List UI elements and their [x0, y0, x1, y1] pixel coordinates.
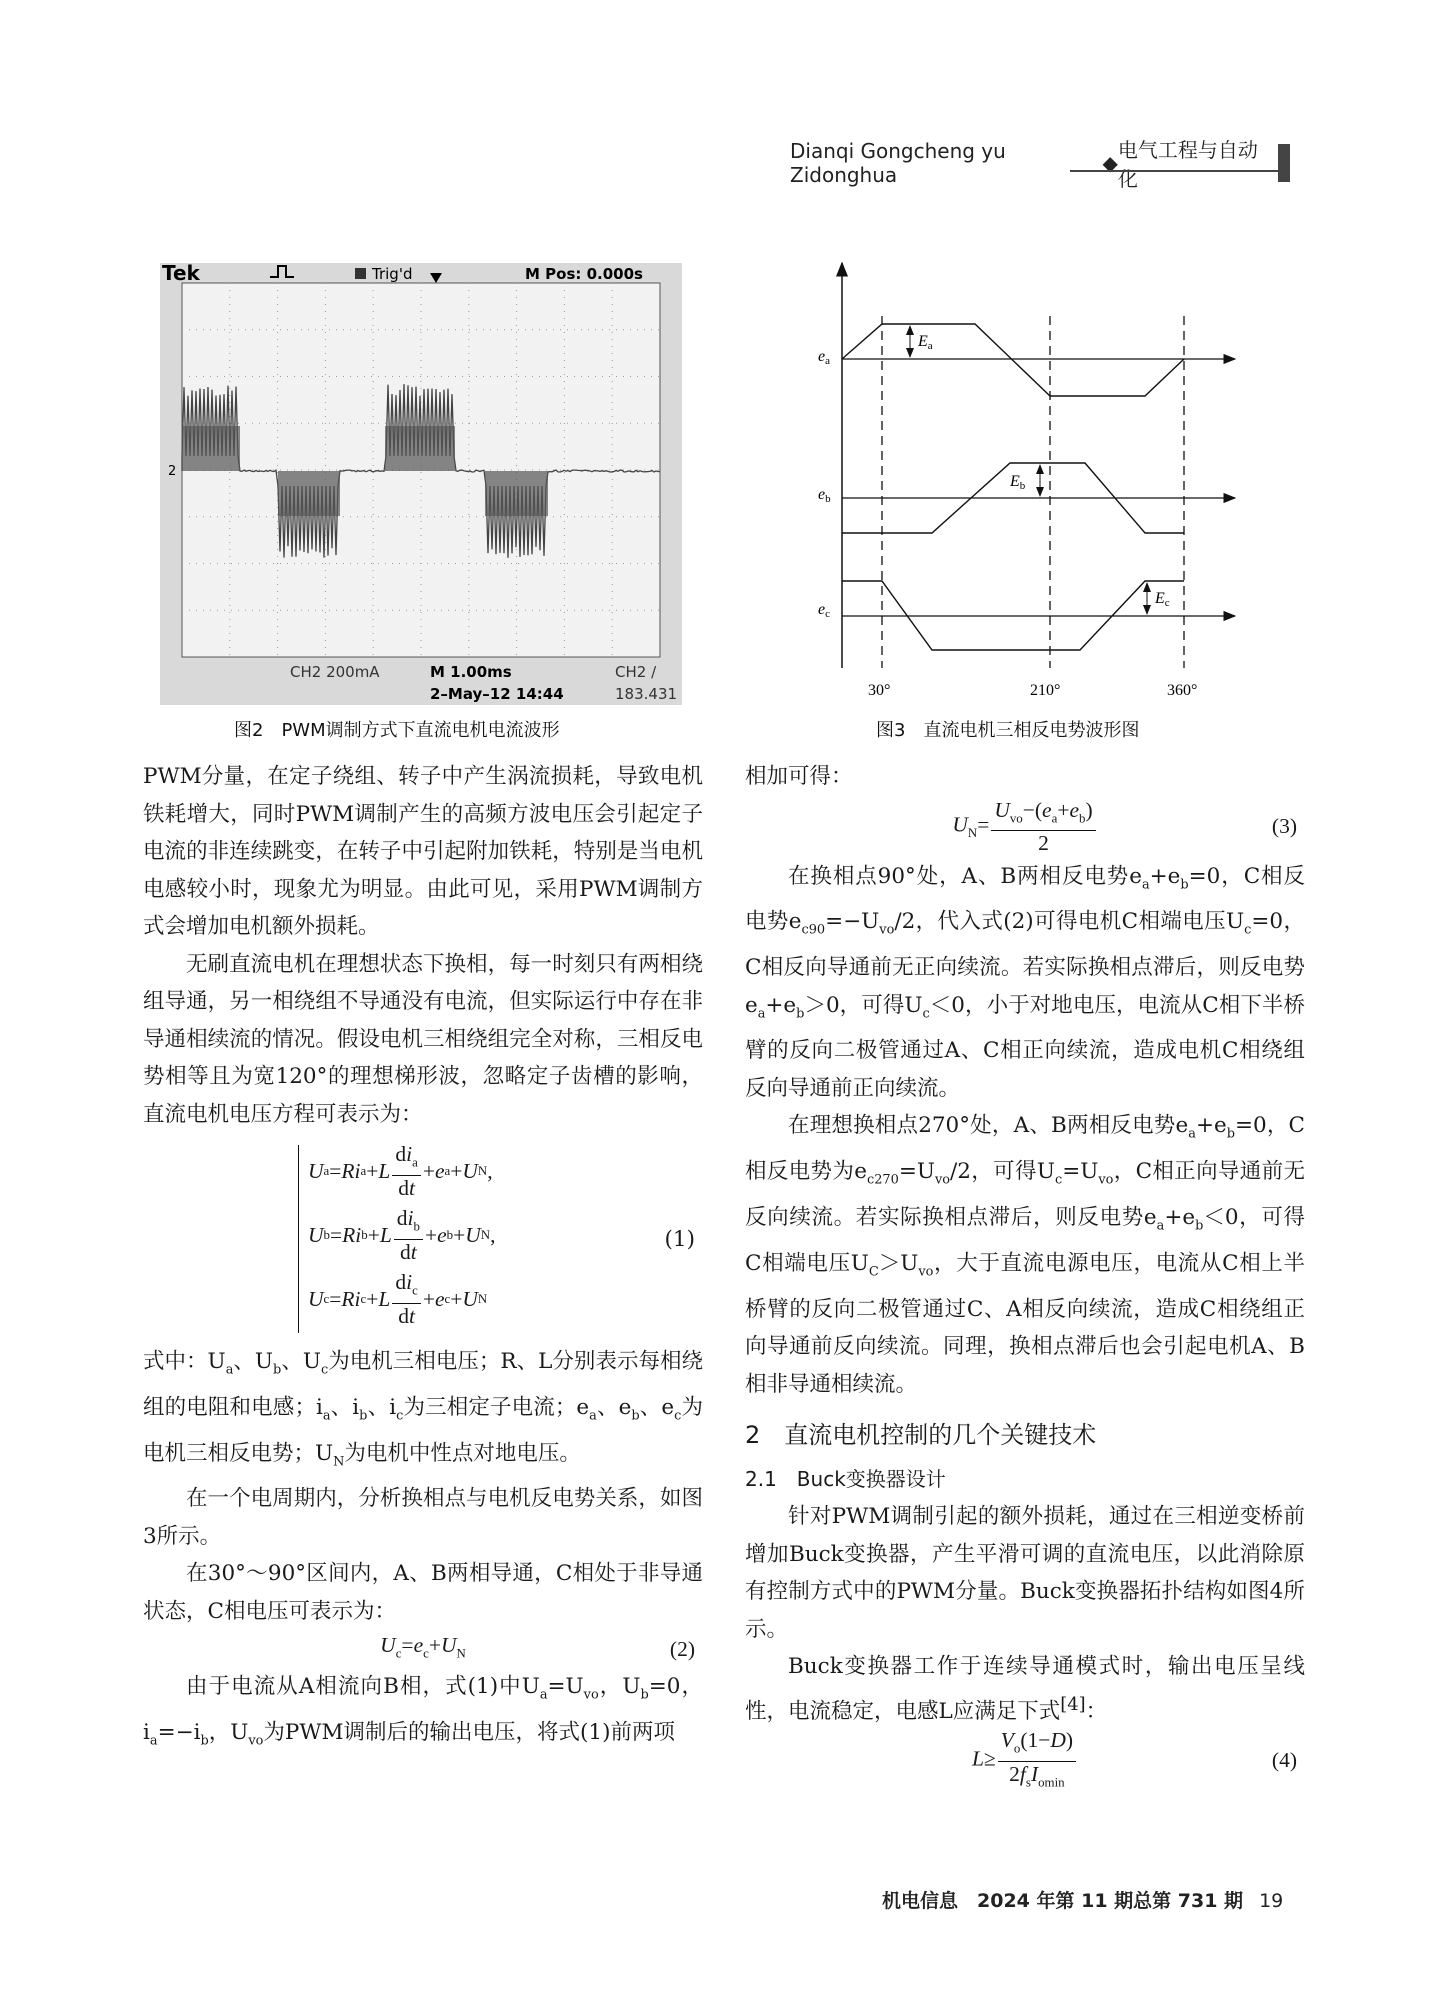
- pwm-burst: [385, 426, 455, 471]
- right-paragraph-5: Buck变换器工作于连续导通模式时，输出电压呈线性，电流稳定，电感L应满足下式[4]：: [745, 1654, 1305, 1724]
- left-paragraph-3: 式中：$U_a$、$U_b$、$U_c$为电机三相电压；R、L分别表示每相绕组的电阻和电感；$i_a$、$i_b$、$i_c$为三相定子电流；$e_a$、$e_b$、$e_c$为电机三相反电势；$U_N$为电机中性点对地电压。: [143, 1349, 704, 1469]
- scope-ch2-scale: CH2 200mA: [290, 663, 380, 681]
- running-header: [790, 134, 1290, 192]
- label-ec: ec: [818, 601, 830, 620]
- figure-2: [160, 263, 682, 705]
- equation-4: L≥ $\frac{V_o(1-D)}{2f_sI_{omin}}$ (4): [971, 1728, 1297, 1790]
- left-paragraph-1: PWM分量，在定子绕组、转子中产生涡流损耗，导致电机铁耗增大，同时PWM调制产生的高频方波电压会引起定子电流的非连续跳变，在转子中引起附加铁耗，特别是当电机电感较小时，现象尤为明显。由此可见，采用PWM调制方式会增加电机额外损耗。: [143, 764, 703, 939]
- pwm-burst: [485, 471, 548, 516]
- right-column: [745, 758, 1305, 1792]
- label-Ea: Ea: [918, 333, 933, 352]
- header-title-cn: 电气工程与自动化: [1117, 138, 1258, 191]
- equation-4-number: (4): [1271, 1748, 1297, 1773]
- scope-brand: Tek: [162, 263, 200, 285]
- figure-3-caption: 图3 直流电机三相反电势波形图: [876, 720, 1140, 741]
- scope-mpos: M Pos: 0.000s: [525, 265, 643, 283]
- page-number: 19: [1259, 1890, 1284, 1912]
- section-2-heading: 2 直流电机控制的几个关键技术: [745, 1421, 1097, 1450]
- equation-2-number: (2): [669, 1636, 695, 1661]
- scope-ch2-trigger: CH2 ∕: [615, 663, 657, 681]
- equation-1-number: (1): [664, 1227, 695, 1252]
- figure-2-caption: 图2 PWM调制方式下直流电机电流波形: [234, 720, 560, 741]
- right-paragraph-2: 在换相点90°处，A、B两相反电势$e_a+e_b=0$，C相反电势$e_{c90}=-U_{vo}/2$，代入式(2)可得电机C相端电压$U_c=0$，C相反向导通前无正向续流。若实际换相点滞后，则反电势$e_a+e_b>0$，可得$U_c<0$，小于对地电压，电流从C相下半桥臂的反向二极管通过A、C相正向续流，造成电机C相绕组反向导通前正向续流。: [745, 863, 1305, 1101]
- footer-journal: 机电信息 2024 年第 11 期总第 731 期: [882, 1890, 1244, 1912]
- label-Eb: Eb: [1010, 473, 1026, 492]
- ea-waveform: [842, 324, 1184, 396]
- scope-time-scale: M 1.00ms: [430, 663, 512, 681]
- tick-30: 30°: [868, 682, 891, 699]
- right-paragraph-3: 在理想换相点270°处，A、B两相反电势$e_a+e_b=0$，C相反电势为$e_{c270}=U_{vo}/2$，可得$U_c=U_{vo}$，C相正向导通前无反向续流。若实际换相点滞后，则反电势$e_a+e_b<0$，可得C相端电压$U_C>U_{vo}$，大于直流电源电压，电流从C相上半桥臂的反向二极管通过C、A相反向续流，造成C相绕组正向导通前反向续流。同理，换相点滞后也会引起电机A、B相非导通相续流。: [745, 1113, 1306, 1397]
- back-emf-diagram: [810, 258, 1260, 713]
- page-footer: [882, 1886, 1283, 1913]
- equation-2: $U_c=e_c+U_N$ (2): [143, 1630, 703, 1668]
- left-paragraph-5: 在30°～90°区间内，A、B两相导通，C相处于非导通状态，C相电压可表示为：: [143, 1561, 703, 1624]
- pwm-burst: [182, 426, 240, 471]
- scope-date: 2–May–12 14:44: [430, 685, 564, 703]
- equation-3: $U_N=$ $\frac{U_{vo}-(e_a+e_b)}{2}$ (3): [952, 797, 1297, 856]
- left-column: [143, 758, 703, 1760]
- header-separator: ◆: [1102, 151, 1118, 175]
- tick-210: 210°: [1030, 682, 1061, 699]
- tick-360: 360°: [1167, 682, 1198, 699]
- trig-square-icon: [355, 268, 366, 279]
- right-paragraph-4: 针对PWM调制引起的额外损耗，通过在三相逆变桥前增加Buck变换器，产生平滑可调的直流电压，以此消除原有控制方式中的PWM分量。Buck变换器拓扑结构如图4所示。: [745, 1504, 1305, 1642]
- label-Ec: Ec: [1155, 590, 1170, 609]
- section-2-1-heading: 2.1 Buck变换器设计: [745, 1466, 946, 1491]
- scope-trig: Trig'd: [372, 265, 413, 283]
- scope-channel-marker: 2: [168, 464, 177, 479]
- label-eb: eb: [818, 486, 831, 505]
- scope-frequency: 183.431: [615, 685, 678, 703]
- equation-3-number: (3): [1271, 813, 1297, 838]
- pwm-burst: [278, 471, 340, 516]
- header-title-en: Dianqi Gongcheng yu Zidonghua: [790, 139, 1006, 187]
- equation-1: U a = Ri a + L $\frac{di_a}{dt}$ + e a + U N , U b = Ri b + L $\frac{di_b}{dt}$ + e b + U N , U c = Ri c + L $\frac{di_c}{dt}$ + e c + U N (1): [143, 1139, 703, 1339]
- left-paragraph-6: 由于电流从A相流向B相，式(1)中$U_a=U_{vo}$，$U_b=0$，$i_a=-i_b$，$U_{vo}$为PWM调制后的输出电压，将式(1)前两项: [143, 1674, 703, 1749]
- figure-3: [810, 258, 1260, 713]
- header-bar: [1278, 144, 1290, 182]
- left-paragraph-4: 在一个电周期内，分析换相点与电机反电势关系，如图3所示。: [143, 1486, 703, 1549]
- header-rule: [1070, 170, 1290, 172]
- label-ea: ea: [818, 348, 830, 367]
- right-paragraph-1: 相加可得：: [745, 764, 853, 789]
- left-paragraph-2: 无刷直流电机在理想状态下换相，每一时刻只有两相绕组导通，另一相绕组不导通没有电流，但实际运行中存在非导通相续流的情况。假设电机三相绕组完全对称，三相反电势相等且为宽120°的理想梯形波，忽略定子齿槽的影响，直流电机电压方程可表示为：: [143, 951, 703, 1127]
- oscilloscope-image: [160, 263, 682, 705]
